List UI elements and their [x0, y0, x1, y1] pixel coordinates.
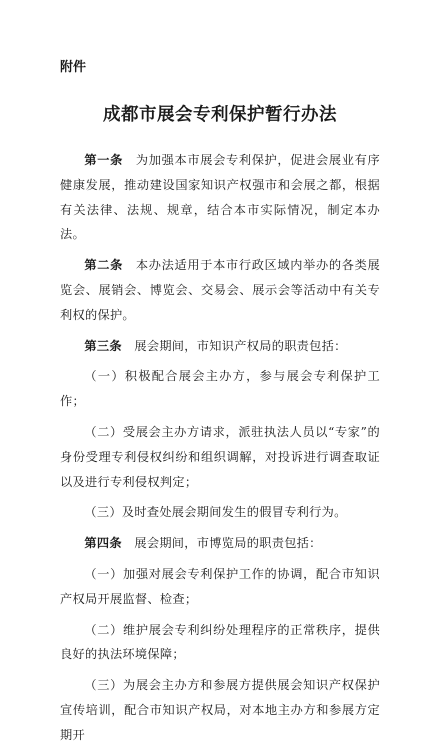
article-4-item-2 [60, 618, 380, 668]
article-3-item-3 [60, 500, 380, 525]
article-4-item-3 [60, 673, 380, 747]
article-2-text: 本办法适用于本市行政区域内举办的各类展览会、展销会、博览会、交易会、展示会等活动中有关专利权的保护。 [60, 258, 380, 322]
article-2 [60, 253, 380, 327]
article-4-item-3-text: （三）为展会主办方和参展方提供展会知识产权保护宣传培训，配合市知识产权局，对本地主办方和参展方定期开 [60, 678, 380, 742]
attachment-label: 附件 [60, 60, 87, 75]
article-3-heading: 第三条 [84, 338, 122, 353]
article-4-item-1 [60, 562, 380, 612]
article-3-item-3-text: （三）及时查处展会期间发生的假冒专利行为。 [84, 505, 347, 520]
article-4-item-2-text: （二）维护展会专利纠纷处理程序的正常秩序，提供良好的执法环境保障； [60, 622, 380, 662]
article-4-heading: 第四条 [84, 536, 122, 551]
article-2-heading: 第二条 [84, 258, 123, 273]
article-1 [60, 148, 380, 247]
article-1-text: 为加强本市展会专利保护，促进会展业有序健康发展，推动建设国家知识产权强市和会展之都，根据有关法律、法规、规章，结合本市实际情况，制定本办法。 [60, 153, 380, 242]
article-3-item-2-text: （二）受展会主办方请求，派驻执法人员以“专家”的身份受理专利侵权纠纷和组织调解，对投诉进行调查取证以及进行专利侵权判定； [60, 424, 380, 489]
article-1-heading: 第一条 [84, 153, 123, 167]
article-3-text: 展会期间，市知识产权局的职责包括： [121, 338, 347, 353]
document-title: 成都市展会专利保护暂行办法 [103, 105, 337, 125]
article-4 [60, 531, 380, 556]
article-3-item-1 [60, 364, 380, 414]
article-3 [60, 334, 380, 359]
article-3-item-1-text: （一）积极配合展会主办方，参与展会专利保护工作； [60, 369, 380, 409]
article-4-item-1-text: （一）加强对展会专利保护工作的协调，配合市知识产权局开展监督、检查； [60, 566, 380, 606]
article-3-item-2 [60, 420, 380, 494]
article-4-text: 展会期间，市博览局的职责包括： [121, 536, 322, 551]
